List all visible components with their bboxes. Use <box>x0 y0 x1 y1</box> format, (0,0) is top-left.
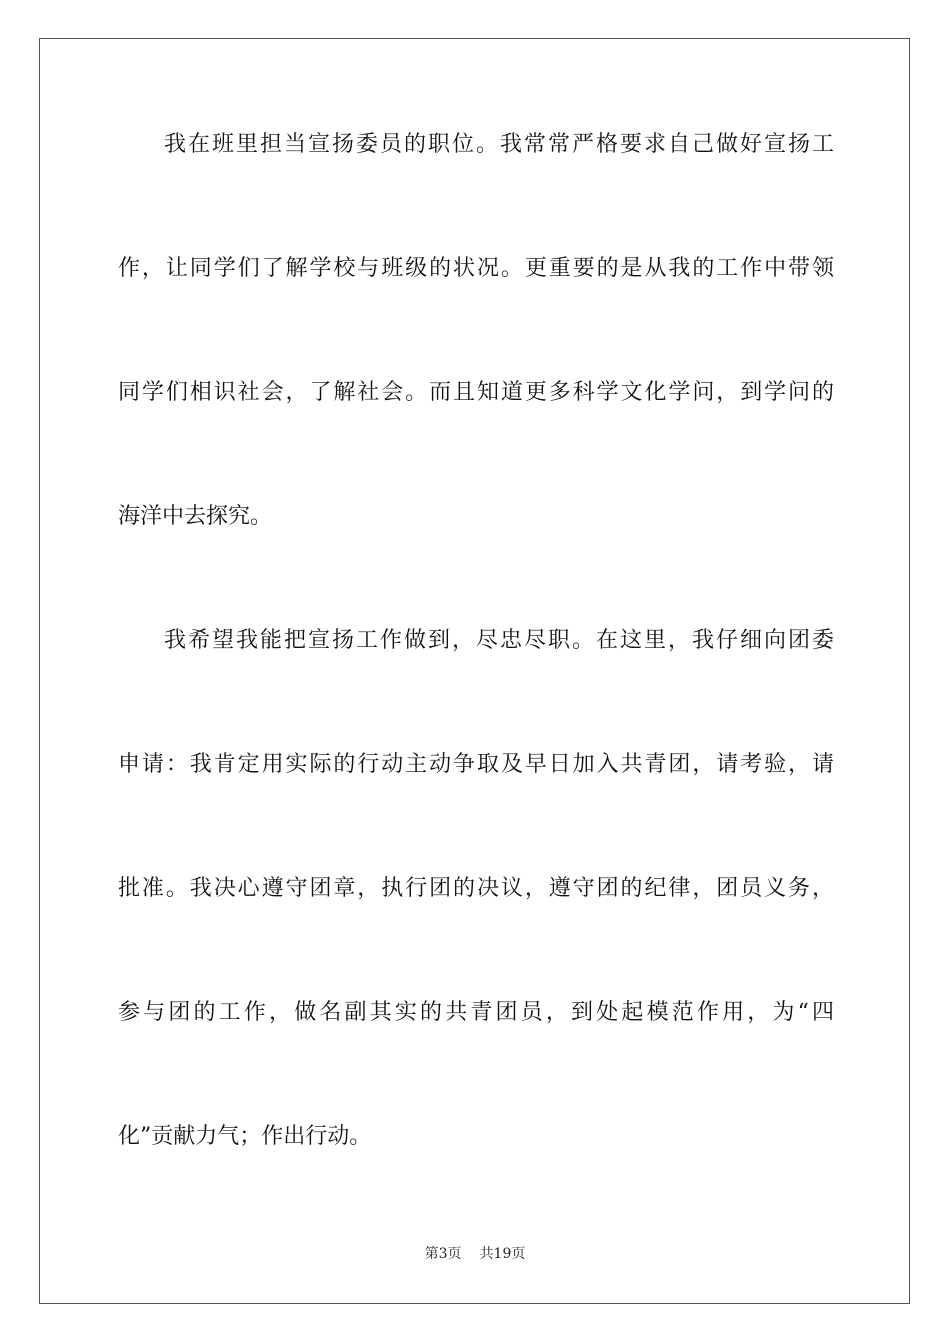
page-border <box>39 38 910 1304</box>
total-pages: 共19页 <box>479 1246 526 1262</box>
paragraph-2-line-1: 我希望我能把宣扬工作做到，尽忠尽职。在这里，我仔细向团委 <box>164 628 834 653</box>
paragraph-1-line-1: 我在班里担当宣扬委员的职位。我常常严格要求自己做好宣扬工 <box>164 132 834 157</box>
paragraph-1-line-3: 同学们相识社会，了解社会。而且知道更多科学文化学问，到学问的 <box>118 380 834 405</box>
page-footer <box>0 1244 950 1264</box>
paragraph-2-line-5: 化”贡献力气；作出行动。 <box>118 1124 372 1149</box>
paragraph-2-line-4: 参与团的工作，做名副其实的共青团员，到处起模范作用，为“四 <box>118 1000 834 1025</box>
paragraph-2-line-3: 批准。我决心遵守团章，执行团的决议，遵守团的纪律，团员义务， <box>118 876 834 901</box>
paragraph-2-line-2: 申请：我肯定用实际的行动主动争取及早日加入共青团，请考验，请 <box>118 752 834 777</box>
paragraph-1-line-4: 海洋中去探究。 <box>118 504 273 529</box>
page-number: 第3页 <box>424 1246 462 1262</box>
paragraph-1-line-2: 作，让同学们了解学校与班级的状况。更重要的是从我的工作中带领 <box>118 256 834 281</box>
